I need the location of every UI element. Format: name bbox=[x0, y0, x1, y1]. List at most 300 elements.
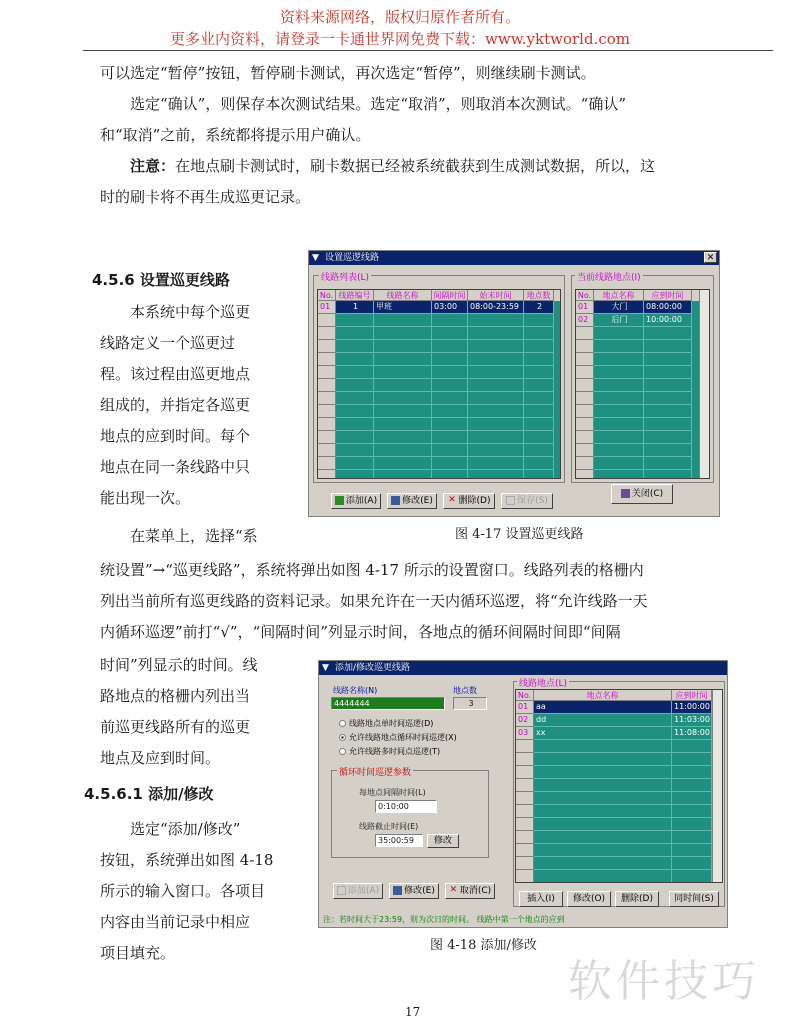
table-cell bbox=[374, 457, 432, 470]
close-label: 关闭(C) bbox=[631, 489, 664, 499]
empty-row[interactable] bbox=[576, 405, 709, 418]
table-row[interactable] bbox=[576, 314, 709, 327]
empty-row[interactable] bbox=[318, 366, 560, 379]
table-cell bbox=[524, 379, 554, 392]
table-cell bbox=[468, 366, 524, 379]
empty-row[interactable] bbox=[318, 418, 560, 431]
window-titlebar bbox=[309, 251, 719, 265]
table-cell bbox=[594, 392, 644, 405]
save-label: 保存(S) bbox=[517, 496, 548, 506]
table-cell bbox=[374, 379, 432, 392]
table-cell bbox=[524, 314, 554, 327]
empty-row[interactable] bbox=[318, 340, 560, 353]
table-cell bbox=[594, 457, 644, 470]
table-cell bbox=[534, 818, 672, 831]
table-cell bbox=[672, 740, 712, 753]
empty-row[interactable] bbox=[318, 392, 560, 405]
row-number bbox=[516, 740, 534, 753]
window-icon: ▼ bbox=[312, 253, 319, 263]
table-cell bbox=[534, 831, 672, 844]
row-number bbox=[516, 870, 534, 883]
route-name-label: 线路名称(N) bbox=[333, 686, 378, 695]
row-number bbox=[318, 444, 336, 457]
edit-icon bbox=[393, 886, 402, 895]
close-button[interactable] bbox=[611, 484, 673, 504]
row-number bbox=[318, 353, 336, 366]
save-icon bbox=[506, 496, 515, 505]
table-cell: 08:00-23:59 bbox=[468, 301, 524, 314]
table-cell bbox=[672, 753, 712, 766]
table-cell bbox=[524, 418, 554, 431]
row-number bbox=[318, 418, 336, 431]
empty-row[interactable] bbox=[516, 857, 722, 870]
edit-button[interactable] bbox=[389, 883, 439, 899]
edit-button[interactable] bbox=[387, 493, 437, 509]
add-edit-route-window bbox=[318, 660, 728, 928]
radio-label: 允许线路地点循环时间巡逻(X) bbox=[349, 733, 457, 742]
page-number: 17 bbox=[405, 1005, 421, 1019]
paragraph-line: 项目填充。 bbox=[100, 944, 176, 962]
table-cell bbox=[374, 444, 432, 457]
table-cell bbox=[374, 353, 432, 366]
delete-icon: ✕ bbox=[448, 495, 456, 505]
radio-label: 允许线路多时间点巡逻(T) bbox=[349, 747, 441, 756]
table-cell bbox=[524, 457, 554, 470]
empty-rows bbox=[318, 314, 560, 479]
column-header[interactable]: 线路编号 bbox=[336, 290, 374, 301]
table-cell bbox=[594, 327, 644, 340]
empty-row[interactable] bbox=[318, 405, 560, 418]
table-cell bbox=[672, 831, 712, 844]
row-number bbox=[516, 792, 534, 805]
table-cell bbox=[534, 740, 672, 753]
table-cell: 08:00:00 bbox=[644, 301, 692, 314]
window-icon: ▼ bbox=[322, 663, 329, 673]
row-number bbox=[318, 314, 336, 327]
column-header[interactable]: 间隔时间 bbox=[432, 290, 468, 301]
table-cell bbox=[524, 327, 554, 340]
modify-deadline-button[interactable]: 修改 bbox=[427, 834, 459, 848]
note-label: 注意： bbox=[130, 157, 176, 175]
table-cell bbox=[432, 314, 468, 327]
table-cell bbox=[672, 818, 712, 831]
table-cell bbox=[374, 366, 432, 379]
table-cell: 后门 bbox=[594, 314, 644, 327]
table-cell bbox=[432, 418, 468, 431]
radio-selected-icon bbox=[339, 734, 346, 741]
window-titlebar bbox=[319, 661, 727, 675]
point-count-label: 地点数 bbox=[453, 686, 477, 695]
paragraph-line: 地点在同一条线路中只 bbox=[100, 458, 251, 476]
table-cell bbox=[336, 470, 374, 479]
table-cell bbox=[432, 444, 468, 457]
empty-row[interactable] bbox=[516, 844, 722, 857]
row-number bbox=[576, 470, 594, 479]
empty-row[interactable] bbox=[576, 392, 709, 405]
row-number: 02 bbox=[516, 714, 534, 727]
route-name-input[interactable]: 4444444 bbox=[331, 697, 445, 710]
paragraph-line: 所示的输入窗口。各项目 bbox=[100, 882, 266, 900]
note-text: 在地点刷卡测试时，刷卡数据已经被系统截获到生成测试数据，所以，这 bbox=[175, 157, 656, 175]
table-cell bbox=[336, 444, 374, 457]
row-number bbox=[318, 405, 336, 418]
grid-header bbox=[576, 290, 709, 301]
table-cell: 11:00:00 bbox=[672, 701, 712, 714]
table-row[interactable] bbox=[516, 701, 722, 714]
table-cell bbox=[644, 392, 692, 405]
route-settings-window bbox=[308, 250, 720, 517]
table-cell bbox=[468, 392, 524, 405]
add-icon bbox=[337, 886, 346, 895]
multi-time-radio[interactable] bbox=[339, 746, 440, 757]
empty-row[interactable] bbox=[516, 792, 722, 805]
column-header[interactable]: 地点名称 bbox=[594, 290, 644, 301]
paragraph-line: 线路定义一个巡更过 bbox=[100, 334, 236, 352]
row-number: 02 bbox=[576, 314, 594, 327]
table-row[interactable] bbox=[576, 301, 709, 314]
table-cell bbox=[524, 392, 554, 405]
table-cell: 1 bbox=[336, 301, 374, 314]
table-cell bbox=[336, 392, 374, 405]
row-number bbox=[576, 327, 594, 340]
paragraph-line: 和“取消”之前，系统都将提示用户确认。 bbox=[100, 126, 371, 144]
table-cell: 甲班 bbox=[374, 301, 432, 314]
paragraph-line: 本系统中每个巡更 bbox=[130, 303, 251, 321]
table-cell bbox=[432, 353, 468, 366]
table-cell bbox=[534, 753, 672, 766]
empty-row[interactable] bbox=[516, 818, 722, 831]
close-icon[interactable]: ✕ bbox=[704, 252, 717, 263]
table-cell bbox=[468, 457, 524, 470]
table-cell bbox=[594, 444, 644, 457]
table-cell bbox=[524, 340, 554, 353]
grid-header bbox=[318, 290, 560, 301]
table-cell bbox=[468, 327, 524, 340]
table-cell: 03:00 bbox=[432, 301, 468, 314]
table-cell bbox=[336, 379, 374, 392]
radio-label: 线路地点单时间巡逻(D) bbox=[349, 719, 434, 728]
paragraph-line: 选定“确认”，则保存本次测试结果。选定“取消”，则取消本次测试。“确认” bbox=[130, 95, 627, 113]
table-cell bbox=[524, 431, 554, 444]
table-cell bbox=[644, 366, 692, 379]
table-cell bbox=[594, 379, 644, 392]
paragraph-line: 程。该过程由巡更地点 bbox=[100, 365, 251, 383]
empty-row[interactable] bbox=[576, 457, 709, 470]
column-header[interactable]: No. bbox=[516, 690, 534, 701]
column-header[interactable]: No. bbox=[318, 290, 336, 301]
table-cell bbox=[468, 405, 524, 418]
figure-caption: 图 4-17 设置巡更线路 bbox=[455, 527, 584, 542]
table-cell bbox=[336, 353, 374, 366]
route-points-label: 当前线路地点(I) bbox=[575, 270, 643, 283]
row-number bbox=[576, 392, 594, 405]
edit-icon bbox=[391, 496, 400, 505]
loop-params-label: 循环时间巡逻参数 bbox=[337, 765, 413, 778]
table-cell bbox=[594, 431, 644, 444]
row-number bbox=[576, 444, 594, 457]
table-cell bbox=[644, 418, 692, 431]
empty-row[interactable] bbox=[318, 470, 560, 479]
table-cell bbox=[468, 470, 524, 479]
table-cell bbox=[644, 340, 692, 353]
table-cell bbox=[432, 470, 468, 479]
table-cell bbox=[336, 340, 374, 353]
empty-row[interactable] bbox=[516, 870, 722, 883]
column-header[interactable]: 地点名称 bbox=[534, 690, 672, 701]
row-number bbox=[318, 379, 336, 392]
paragraph-line: 内循环巡逻”前打“√”，“间隔时间”列显示时间，各地点的循环间隔时间即“间隔 bbox=[100, 623, 621, 641]
row-number bbox=[318, 392, 336, 405]
empty-row[interactable] bbox=[516, 766, 722, 779]
table-cell: 11:08:00 bbox=[672, 727, 712, 740]
paragraph-line: 组成的，并指定各巡更 bbox=[100, 396, 251, 414]
delete-button[interactable] bbox=[443, 493, 495, 509]
table-cell bbox=[432, 392, 468, 405]
empty-row[interactable] bbox=[318, 314, 560, 327]
paragraph-line: 地点及应到时间。 bbox=[100, 749, 221, 767]
delete-label: 删除(D) bbox=[458, 496, 491, 506]
edit-label: 修改(E) bbox=[402, 496, 433, 506]
empty-row[interactable] bbox=[318, 431, 560, 444]
row-number bbox=[318, 327, 336, 340]
empty-row[interactable] bbox=[516, 740, 722, 753]
column-header[interactable]: 线路名称 bbox=[374, 290, 432, 301]
row-number bbox=[576, 366, 594, 379]
empty-row[interactable] bbox=[576, 379, 709, 392]
table-cell bbox=[336, 457, 374, 470]
deadline-input[interactable]: 35:00:59 bbox=[375, 834, 423, 847]
table-cell bbox=[594, 418, 644, 431]
cancel-label: 取消(C) bbox=[459, 886, 492, 896]
row-number bbox=[318, 366, 336, 379]
column-header[interactable]: No. bbox=[576, 290, 594, 301]
table-cell bbox=[672, 779, 712, 792]
row-number bbox=[318, 340, 336, 353]
paragraph-line: 内容由当前记录中相应 bbox=[100, 913, 251, 931]
interval-input[interactable]: 0:10:00 bbox=[375, 800, 437, 813]
table-cell bbox=[468, 418, 524, 431]
table-cell bbox=[594, 470, 644, 479]
table-cell bbox=[336, 431, 374, 444]
column-header[interactable]: 应到时间 bbox=[672, 690, 712, 701]
table-cell bbox=[534, 766, 672, 779]
row-number: 03 bbox=[516, 727, 534, 740]
empty-row[interactable] bbox=[576, 366, 709, 379]
empty-row[interactable] bbox=[576, 444, 709, 457]
grid-header bbox=[516, 690, 722, 701]
table-cell: 2 bbox=[524, 301, 554, 314]
table-cell bbox=[534, 792, 672, 805]
table-cell bbox=[468, 444, 524, 457]
row-number bbox=[516, 857, 534, 870]
table-cell bbox=[644, 353, 692, 366]
table-cell bbox=[374, 405, 432, 418]
table-cell bbox=[336, 405, 374, 418]
column-header[interactable]: 始末时间 bbox=[468, 290, 524, 301]
table-cell bbox=[524, 470, 554, 479]
radio-icon bbox=[339, 720, 346, 727]
route-points-grid[interactable] bbox=[515, 689, 723, 883]
empty-row[interactable] bbox=[576, 418, 709, 431]
table-cell bbox=[594, 340, 644, 353]
column-header[interactable]: 地点数 bbox=[524, 290, 554, 301]
empty-row[interactable] bbox=[576, 431, 709, 444]
row-number bbox=[576, 340, 594, 353]
radio-icon bbox=[339, 748, 346, 755]
header-download-note: 更多业内资料，请登录一卡通世界网免费下载：www.yktworld.com bbox=[170, 30, 630, 48]
empty-row[interactable] bbox=[516, 831, 722, 844]
row-number: 01 bbox=[516, 701, 534, 714]
table-cell bbox=[644, 327, 692, 340]
header-source-note: 资料来源网络，版权归原作者所有。 bbox=[279, 8, 520, 26]
empty-row[interactable] bbox=[576, 470, 709, 479]
paragraph-line: 选定“添加/修改” bbox=[130, 820, 241, 838]
point-count-field: 3 bbox=[453, 697, 487, 710]
scrollbar[interactable] bbox=[712, 690, 722, 882]
table-cell bbox=[374, 418, 432, 431]
table-cell bbox=[534, 805, 672, 818]
table-row[interactable] bbox=[516, 727, 722, 740]
note-paragraph bbox=[130, 151, 655, 182]
add-button[interactable] bbox=[333, 883, 383, 899]
table-cell bbox=[432, 431, 468, 444]
table-cell bbox=[524, 405, 554, 418]
save-button[interactable] bbox=[501, 493, 553, 509]
row-number bbox=[576, 353, 594, 366]
sync-time-button[interactable]: 同时间(S) bbox=[669, 891, 719, 907]
table-cell bbox=[374, 340, 432, 353]
table-cell bbox=[432, 327, 468, 340]
paragraph-line: 可以选定“暂停”按钮，暂停刷卡测试，再次选定“暂停”，则继续刷卡测试。 bbox=[100, 64, 596, 82]
paragraph-line: 列出当前所有巡更线路的资料记录。如果允许在一天内循环巡逻，将“允许线路一天 bbox=[100, 592, 648, 610]
table-cell bbox=[336, 366, 374, 379]
empty-row[interactable] bbox=[318, 457, 560, 470]
row-number bbox=[576, 379, 594, 392]
empty-row[interactable] bbox=[318, 444, 560, 457]
table-cell bbox=[468, 340, 524, 353]
table-cell bbox=[468, 314, 524, 327]
window-title: 设置巡逻线路 bbox=[325, 253, 380, 263]
route-points-label: 线路地点(L) bbox=[517, 676, 569, 689]
add-label: 添加(A) bbox=[345, 496, 378, 506]
table-cell bbox=[374, 470, 432, 479]
route-list-grid[interactable] bbox=[317, 289, 561, 479]
table-cell: xx bbox=[534, 727, 672, 740]
scrollbar[interactable] bbox=[699, 290, 709, 478]
table-cell bbox=[432, 379, 468, 392]
header-divider bbox=[83, 50, 773, 51]
edit-point-button[interactable]: 修改(O) bbox=[567, 891, 611, 907]
table-row[interactable] bbox=[318, 301, 560, 314]
table-cell bbox=[672, 805, 712, 818]
row-number: 01 bbox=[318, 301, 336, 314]
table-cell bbox=[672, 766, 712, 779]
table-cell bbox=[534, 857, 672, 870]
table-cell bbox=[672, 870, 712, 883]
table-cell bbox=[534, 870, 672, 883]
row-number bbox=[318, 470, 336, 479]
table-cell bbox=[594, 366, 644, 379]
empty-row[interactable] bbox=[516, 805, 722, 818]
paragraph-line: 时间”列显示的时间。线 bbox=[100, 656, 258, 674]
table-cell bbox=[594, 405, 644, 418]
empty-row[interactable] bbox=[576, 353, 709, 366]
table-cell bbox=[432, 366, 468, 379]
paragraph-line: 在菜单上，选择“系 bbox=[130, 527, 258, 545]
empty-row[interactable] bbox=[516, 779, 722, 792]
section-heading: 4.5.6 设置巡更线路 bbox=[92, 271, 230, 289]
table-cell bbox=[468, 353, 524, 366]
row-number bbox=[576, 457, 594, 470]
table-cell bbox=[524, 366, 554, 379]
table-cell bbox=[644, 379, 692, 392]
empty-rows bbox=[576, 327, 709, 479]
door-icon bbox=[621, 489, 630, 498]
empty-row[interactable] bbox=[576, 340, 709, 353]
add-button[interactable] bbox=[331, 493, 381, 509]
empty-row[interactable] bbox=[318, 353, 560, 366]
empty-row[interactable] bbox=[318, 379, 560, 392]
add-label: 添加(A) bbox=[347, 886, 380, 896]
loop-time-radio[interactable] bbox=[339, 732, 457, 743]
table-cell bbox=[374, 392, 432, 405]
row-number bbox=[576, 418, 594, 431]
table-cell bbox=[534, 844, 672, 857]
row-number bbox=[516, 818, 534, 831]
deadline-label: 线路截止时间(E) bbox=[359, 822, 419, 831]
table-cell bbox=[594, 353, 644, 366]
status-note: 注：若时间大于23:59，则为次日的时间。 线路中第一个地点的应到 bbox=[323, 915, 565, 924]
table-cell: 大门 bbox=[594, 301, 644, 314]
table-cell: 11:03:00 bbox=[672, 714, 712, 727]
table-cell bbox=[672, 857, 712, 870]
empty-row[interactable] bbox=[576, 327, 709, 340]
table-cell bbox=[432, 405, 468, 418]
table-cell bbox=[432, 340, 468, 353]
table-cell: dd bbox=[534, 714, 672, 727]
column-header[interactable]: 应到时间 bbox=[644, 290, 692, 301]
interval-label: 每地点间隔时间(L) bbox=[359, 788, 426, 797]
paragraph-line: 前巡更线路所有的巡更 bbox=[100, 718, 251, 736]
table-cell bbox=[644, 431, 692, 444]
delete-point-button[interactable]: 删除(D) bbox=[615, 891, 659, 907]
single-time-radio[interactable] bbox=[339, 718, 433, 729]
table-cell: aa bbox=[534, 701, 672, 714]
subsection-heading: 4.5.6.1 添加/修改 bbox=[84, 785, 214, 803]
figure-caption: 图 4-18 添加/修改 bbox=[430, 938, 537, 953]
table-cell bbox=[432, 457, 468, 470]
row-number bbox=[516, 753, 534, 766]
add-icon bbox=[335, 496, 344, 505]
empty-rows bbox=[516, 740, 722, 883]
empty-row[interactable] bbox=[318, 327, 560, 340]
empty-row[interactable] bbox=[516, 753, 722, 766]
table-cell bbox=[468, 379, 524, 392]
paragraph-line: 路地点的格栅内列出当 bbox=[100, 687, 251, 705]
insert-button[interactable]: 插入(I) bbox=[519, 891, 563, 907]
table-row[interactable] bbox=[516, 714, 722, 727]
cancel-icon: ✕ bbox=[449, 885, 458, 895]
table-cell bbox=[644, 457, 692, 470]
table-cell bbox=[468, 431, 524, 444]
table-cell bbox=[644, 444, 692, 457]
cancel-button[interactable] bbox=[445, 883, 495, 899]
row-number: 01 bbox=[576, 301, 594, 314]
route-points-grid[interactable] bbox=[575, 289, 710, 479]
table-cell: 10:00:00 bbox=[644, 314, 692, 327]
row-number bbox=[516, 766, 534, 779]
window-title: 添加/修改巡更线路 bbox=[335, 663, 411, 673]
